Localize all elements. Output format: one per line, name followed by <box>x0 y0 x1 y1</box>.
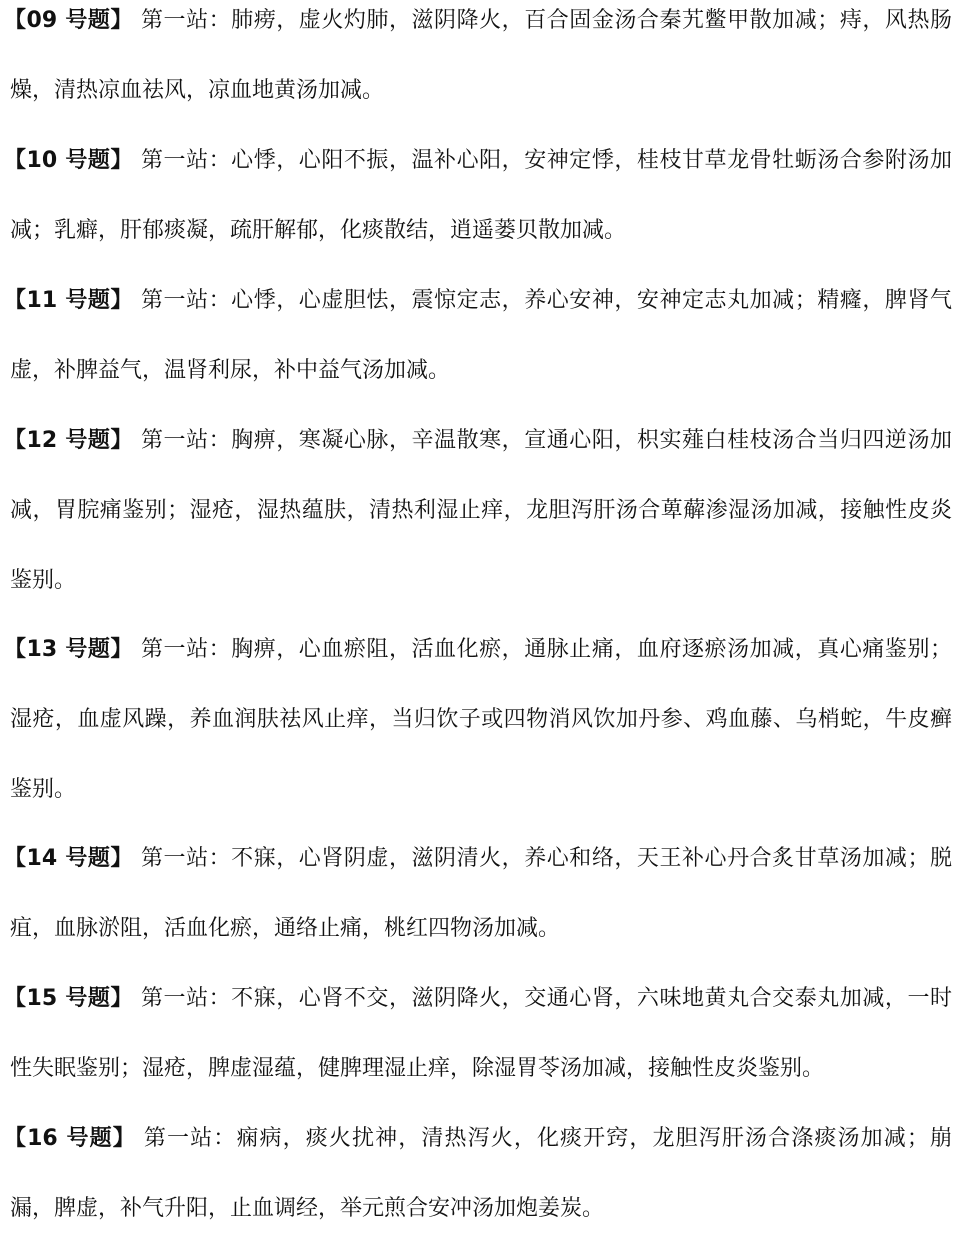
question-text: 心悸，心阳不振，温补心阳，安神定悸，桂枝甘草龙骨牡蛎汤合参附汤加减；乳癖，肝郁痰凝，疏肝解郁，化痰散结，逍遥蒌贝散加减。 <box>10 148 952 243</box>
question-text: 不寐，心肾不交，滋阴降火，交通心肾，六味地黄丸合交泰丸加减，一时性失眠鉴别；湿疮，脾虚湿蕴，健脾理湿止痒，除湿胃苓汤加减，接触性皮炎鉴别。 <box>10 986 952 1081</box>
station-label: 第一站： <box>141 986 232 1011</box>
question-text: 胸痹，寒凝心脉，辛温散寒，宣通心阳，枳实薤白桂枝汤合当归四逆汤加减，胃脘痛鉴别；湿疮，湿热蕴肤，清热利湿止痒，龙胆泻肝汤合萆薢渗湿汤加减，接触性皮炎鉴别。 <box>10 428 952 593</box>
question-entry-12 <box>4 406 952 616</box>
question-text: 不寐，心肾阴虚，滋阴清火，养心和络，天王补心丹合炙甘草汤加减；脱疽，血脉淤阻，活血化瘀，通络止痛，桃红四物汤加减。 <box>10 846 952 941</box>
question-entry-10 <box>4 126 952 266</box>
station-label: 第一站： <box>141 148 232 173</box>
question-number: 【12 号题】 <box>4 428 133 453</box>
question-text: 痫病，痰火扰神，清热泻火，化痰开窍，龙胆泻肝汤合涤痰汤加减；崩漏，脾虚，补气升阳，止血调经，举元煎合安冲汤加炮姜炭。 <box>10 1126 952 1221</box>
question-number: 【11 号题】 <box>4 288 133 313</box>
question-text: 肺痨，虚火灼肺，滋阴降火，百合固金汤合秦艽鳖甲散加减；痔，风热肠燥，清热凉血祛风，凉血地黄汤加减。 <box>10 8 952 103</box>
question-entry-09 <box>4 0 952 126</box>
station-label: 第一站： <box>141 8 232 33</box>
station-label: 第一站： <box>141 428 232 453</box>
station-label: 第一站： <box>141 288 232 313</box>
question-text: 心悸，心虚胆怯，震惊定志，养心安神，安神定志丸加减；精癃，脾肾气虚，补脾益气，温肾利尿，补中益气汤加减。 <box>10 288 952 383</box>
question-number: 【16 号题】 <box>4 1126 136 1151</box>
question-number: 【14 号题】 <box>4 846 133 871</box>
question-entry-15 <box>4 964 952 1104</box>
question-number: 【09 号题】 <box>4 8 133 33</box>
station-label: 第一站： <box>141 846 232 871</box>
station-label: 第一站： <box>143 1126 237 1151</box>
question-number: 【13 号题】 <box>4 637 133 662</box>
question-entry-16 <box>4 1104 952 1244</box>
question-number: 【10 号题】 <box>4 148 133 173</box>
question-entry-13 <box>4 615 952 825</box>
question-entry-14 <box>4 824 952 964</box>
station-label: 第一站： <box>141 637 232 662</box>
question-entry-11 <box>4 266 952 406</box>
question-text: 胸痹，心血瘀阻，活血化瘀，通脉止痛，血府逐瘀汤加减，真心痛鉴别；湿疮，血虚风躁，养血润肤祛风止痒，当归饮子或四物消风饮加丹参、鸡血藤、乌梢蛇，牛皮癣鉴别。 <box>10 637 952 802</box>
question-number: 【15 号题】 <box>4 986 133 1011</box>
